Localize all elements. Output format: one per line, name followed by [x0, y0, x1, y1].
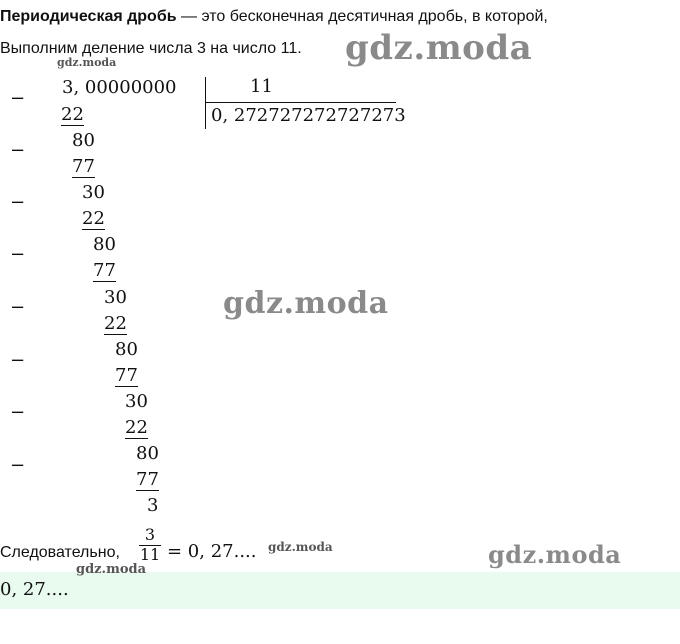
division-remainder: 30 — [104, 287, 127, 308]
watermark-logo-small: gdz.moda — [76, 562, 147, 577]
division-remainder: 80 — [72, 130, 95, 151]
minus-sign: − — [10, 455, 26, 476]
division-final-remainder: 3 — [147, 495, 159, 516]
term-periodic-fraction: Периодическая дробь — [0, 8, 177, 25]
division-horizontal-line — [206, 102, 396, 103]
division-remainder: 80 — [93, 234, 116, 255]
minus-sign: − — [10, 88, 26, 109]
conclusion-label: Следовательно, — [0, 544, 120, 561]
answer-value: 0, 27.... — [0, 579, 69, 600]
fraction-numerator: 3 — [144, 525, 156, 544]
definition-text: — это бесконечная десятичная дробь, в которой, — [176, 8, 548, 25]
minus-sign: − — [10, 297, 26, 318]
division-subtrahend: 22 — [104, 313, 127, 334]
division-subtrahend: 77 — [115, 365, 138, 386]
minus-sign: − — [10, 140, 26, 161]
watermark-logo: gdz.moda — [488, 540, 622, 569]
minus-sign: − — [10, 192, 26, 213]
division-subtrahend: 22 — [61, 104, 84, 125]
minus-sign: − — [10, 402, 26, 423]
division-subtrahend: 22 — [125, 417, 148, 438]
minus-sign: − — [10, 244, 26, 265]
intro-line — [0, 8, 548, 26]
dividend: 3, 00000000 — [62, 77, 177, 98]
division-subtrahend: 77 — [93, 260, 116, 281]
minus-sign: − — [10, 350, 26, 371]
fraction-denominator: 11 — [139, 545, 161, 564]
division-remainder: 80 — [115, 339, 138, 360]
watermark-logo-small: gdz.moda — [268, 540, 333, 554]
fraction-3-over-11 — [139, 525, 161, 564]
quotient: 0, 272727272727273 — [211, 105, 406, 126]
division-subtrahend: 77 — [72, 156, 95, 177]
division-remainder: 80 — [136, 443, 159, 464]
division-remainder: 30 — [82, 182, 105, 203]
divisor: 11 — [250, 76, 273, 97]
answer-box — [0, 572, 680, 609]
division-subtrahend: 77 — [136, 469, 159, 490]
watermark-logo: gdz.moda — [345, 28, 533, 68]
watermark-logo: gdz.moda — [223, 286, 389, 321]
division-subtrahend: 22 — [82, 208, 105, 229]
division-vertical-line — [205, 77, 206, 129]
watermark-logo-small: gdz.moda — [57, 56, 117, 69]
division-remainder: 30 — [125, 391, 148, 412]
conclusion-result: = 0, 27.... — [167, 541, 257, 562]
task-line: Выполним деление числа 3 на число 11. — [0, 40, 302, 57]
